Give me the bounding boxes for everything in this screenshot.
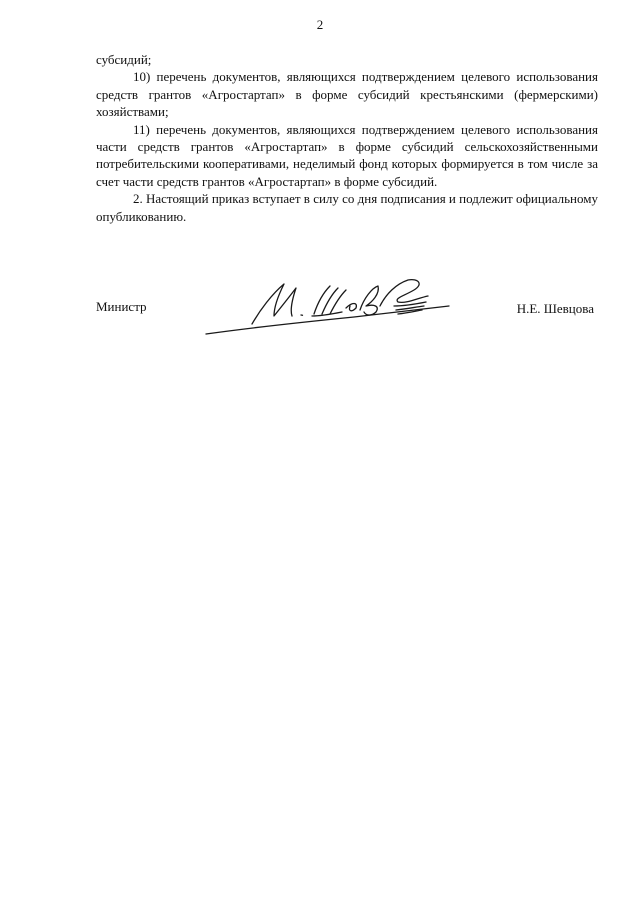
signer-name: Н.Е. Шевцова (516, 301, 594, 316)
page-number: 2 (316, 17, 324, 32)
document-body (96, 51, 598, 225)
paragraph-subsidies-continuation: субсидий; (96, 52, 152, 67)
signature-icon (204, 276, 454, 348)
paragraph-item-11: 11) перечень документов, являющихся подтверждением целевого использования части средств грантов «Агростартап» в форме субсидий сельскохозяйственными потребительскими кооперативами, неделимый фонд которых формируется в том числе за счет части средств грантов «Агростартап» в форме субсидий. (96, 121, 598, 189)
handwritten-signature (204, 276, 454, 348)
paragraph-effective-date: 2. Настоящий приказ вступает в силу со дня подписания и подлежит официальному опубликованию. (96, 191, 598, 224)
signer-position: Министр (96, 299, 147, 314)
paragraph-item-10: 10) перечень документов, являющихся подтверждением целевого использования средств грантов «Агростартап» в форме субсидий крестьянскими (фермерскими) хозяйствами; (96, 69, 598, 120)
signature-block (96, 290, 598, 360)
